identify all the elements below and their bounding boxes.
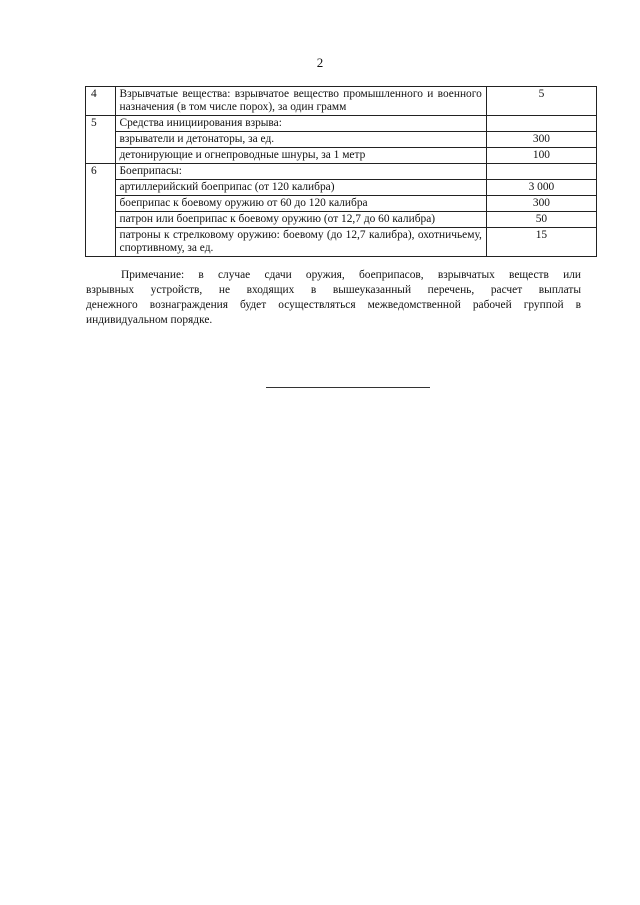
reward-table — [85, 86, 597, 257]
reward-amount: 100 — [486, 148, 596, 164]
table-row — [86, 132, 597, 148]
item-description: артиллерийский боеприпас (от 120 калибра) — [115, 180, 486, 196]
note-paragraph — [86, 268, 581, 328]
reward-amount: 5 — [486, 87, 596, 116]
item-description: Взрывчатые вещества: взрывчатое вещество промышленного и военного назначения (в том числе порох), за один грамм — [115, 87, 486, 116]
row-number: 6 — [86, 164, 116, 257]
note-line: денежного вознаграждения будет осуществляться межведомственной рабочей группой в — [86, 299, 581, 311]
reward-amount: 3 000 — [486, 180, 596, 196]
page-number: 2 — [316, 55, 324, 70]
note-line: взрывных устройств, не входящих в вышеуказанный перечень, расчет выплаты — [86, 284, 581, 296]
table-row — [86, 87, 597, 116]
table-row — [86, 196, 597, 212]
table-row — [86, 180, 597, 196]
reward-amount — [486, 116, 596, 132]
item-description: взрыватели и детонаторы, за ед. — [115, 132, 486, 148]
row-number: 4 — [86, 87, 116, 116]
end-separator-line — [266, 387, 430, 388]
item-description: детонирующие и огнепроводные шнуры, за 1 метр — [115, 148, 486, 164]
item-description: патроны к стрелковому оружию: боевому (до 12,7 калибра), охотничьему, спортивному, за ед. — [115, 228, 486, 257]
note-line: индивидуальном порядке. — [86, 314, 213, 326]
reward-amount — [486, 164, 596, 180]
reward-amount: 300 — [486, 196, 596, 212]
row-number: 5 — [86, 116, 116, 164]
item-description: боеприпас к боевому оружию от 60 до 120 калибра — [115, 196, 486, 212]
table-row — [86, 116, 597, 132]
table-row — [86, 148, 597, 164]
item-description: Боеприпасы: — [115, 164, 486, 180]
reward-amount: 50 — [486, 212, 596, 228]
table-row — [86, 164, 597, 180]
item-description: Средства инициирования взрыва: — [115, 116, 486, 132]
note-line: Примечание: в случае сдачи оружия, боеприпасов, взрывчатых веществ или — [121, 269, 581, 281]
reward-amount: 15 — [486, 228, 596, 257]
reward-amount: 300 — [486, 132, 596, 148]
table-row — [86, 212, 597, 228]
table-row — [86, 228, 597, 257]
item-description: патрон или боеприпас к боевому оружию (от 12,7 до 60 калибра) — [115, 212, 486, 228]
